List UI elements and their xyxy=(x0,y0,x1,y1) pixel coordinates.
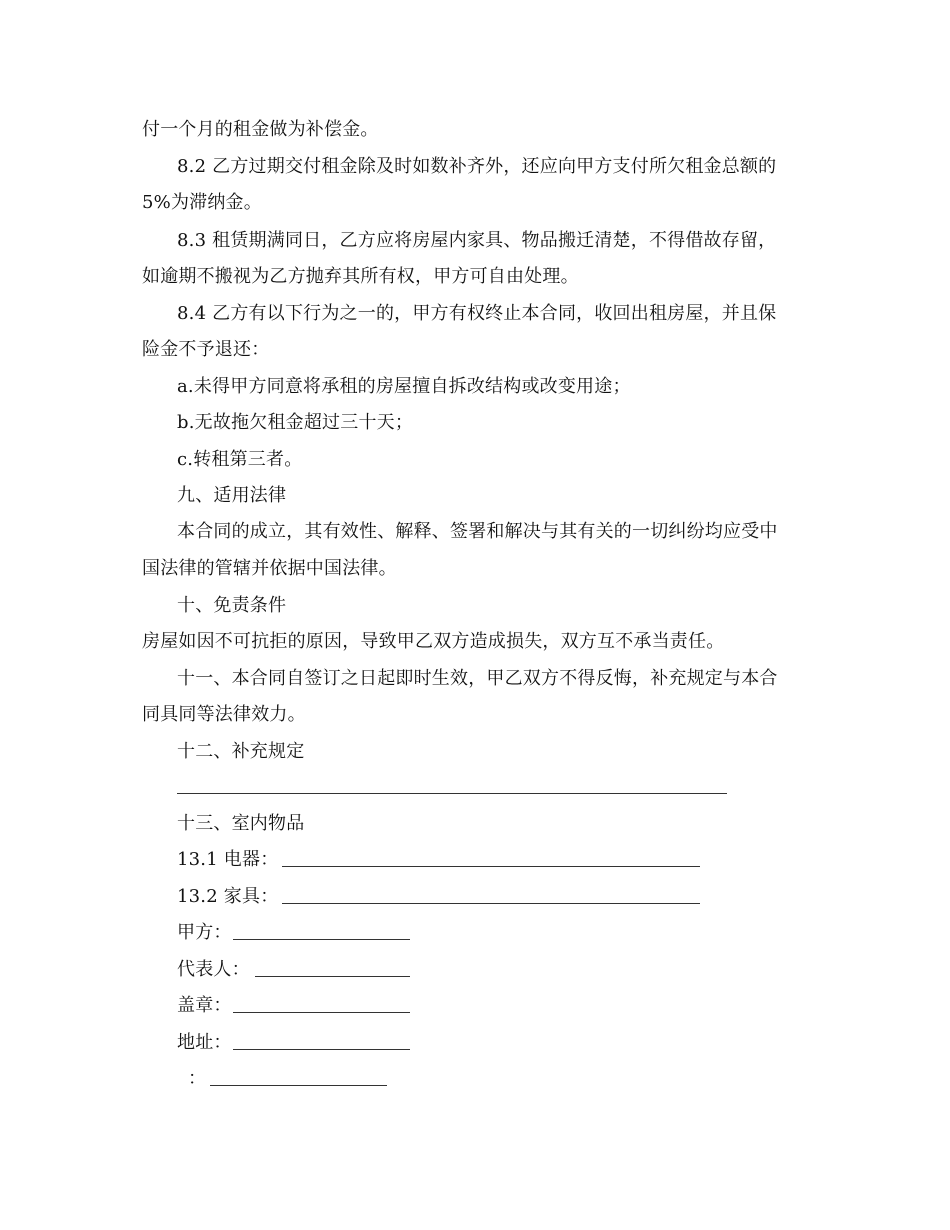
section-heading-applicable-law: 九、适用法律 xyxy=(177,485,287,506)
list-item-b: b.无故拖欠租金超过三十天； xyxy=(177,412,414,433)
supplementary-blank-line xyxy=(177,793,727,794)
paragraph-line: 本合同的成立，其有效性、解释、签署和解决与其有关的一切纠纷均应受中 xyxy=(177,521,778,542)
section-heading-exemption: 十、免责条件 xyxy=(177,595,287,616)
list-item-a: a.未得甲方同意将承租的房屋擅自拆改结构或改变用途； xyxy=(177,376,631,397)
paragraph-line: 付一个月的租金做为补偿金。 xyxy=(142,119,379,140)
clause-8-4-line: 8.4 乙方有以下行为之一的，甲方有权终止本合同，收回出租房屋，并且保 xyxy=(177,303,777,324)
section-heading-supplementary: 十二、补充规定 xyxy=(177,741,305,762)
unlabeled-blank xyxy=(210,1085,387,1086)
seal-blank xyxy=(233,1012,410,1013)
section-heading-indoor-items: 十三、室内物品 xyxy=(177,813,305,834)
section-eleven-line: 十一、本合同自签订之日起即时生效，甲乙双方不得反悔，补充规定与本合 xyxy=(177,668,778,689)
furniture-blank xyxy=(282,903,700,904)
appliances-blank xyxy=(282,866,700,867)
list-item-c: c.转租第三者。 xyxy=(177,449,303,470)
address-blank xyxy=(233,1049,410,1050)
paragraph-line: 5%为滞纳金。 xyxy=(142,192,262,213)
party-a-label: 甲方： xyxy=(177,922,232,943)
paragraph-line: 同具同等法律效力。 xyxy=(142,704,306,725)
appliances-label: 13.1 电器： xyxy=(177,849,279,870)
paragraph-line: 房屋如因不可抗拒的原因，导致甲乙双方造成损失，双方互不承当责任。 xyxy=(142,631,725,652)
representative-label: 代表人： xyxy=(177,959,250,980)
representative-blank xyxy=(255,976,410,977)
address-label: 地址： xyxy=(177,1032,232,1053)
paragraph-line: 国法律的管辖并依据中国法律。 xyxy=(142,558,397,579)
paragraph-line: 如逾期不搬视为乙方抛弃其所有权，甲方可自由处理。 xyxy=(142,266,579,287)
party-a-blank xyxy=(233,939,410,940)
clause-8-2-line: 8.2 乙方过期交付租金除及时如数补齐外，还应向甲方支付所欠租金总额的 xyxy=(177,156,777,177)
clause-8-3-line: 8.3 租赁期满同日，乙方应将房屋内家具、物品搬迁清楚，不得借故存留， xyxy=(177,230,777,251)
seal-label: 盖章： xyxy=(177,995,232,1016)
paragraph-line: 险金不予退还： xyxy=(142,339,270,360)
furniture-label: 13.2 家具： xyxy=(177,886,279,907)
unlabeled-field-label: ： xyxy=(188,1068,207,1089)
